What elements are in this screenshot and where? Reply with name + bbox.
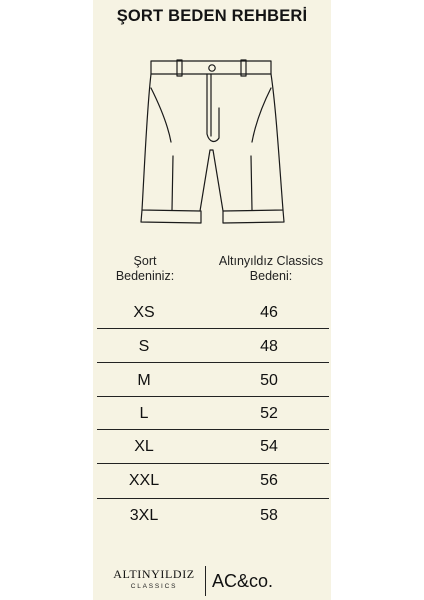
size-guide-panel xyxy=(93,0,331,600)
row-size: 3XL xyxy=(129,507,159,524)
row-size: M xyxy=(137,372,151,389)
row-size: L xyxy=(139,405,149,422)
row-value: 52 xyxy=(260,405,278,422)
table-row xyxy=(93,430,331,463)
table-row xyxy=(93,397,331,430)
logo-divider xyxy=(205,566,206,596)
row-value: 48 xyxy=(260,338,278,355)
header-brand-size-line1: Altınyıldız Classics xyxy=(218,254,324,268)
page-title: ŞORT BEDEN REHBERİ xyxy=(116,7,308,25)
row-size: S xyxy=(138,338,150,355)
table-row xyxy=(93,296,331,329)
row-divider xyxy=(97,328,329,329)
header-brand-size xyxy=(211,254,331,284)
altinyildiz-logo xyxy=(111,567,197,590)
row-divider xyxy=(97,362,329,363)
shorts-illustration xyxy=(131,38,293,238)
row-size: XXL xyxy=(128,472,160,489)
row-value: 56 xyxy=(260,472,278,489)
header-short-size-line1: Şort xyxy=(133,254,157,268)
row-value: 58 xyxy=(260,507,278,524)
acco-logo: AC&co. xyxy=(212,571,274,591)
header-brand-size-line2: Bedeni: xyxy=(249,269,293,283)
table-row xyxy=(93,330,331,363)
row-value: 50 xyxy=(260,372,278,389)
table-row xyxy=(93,364,331,397)
header-short-size xyxy=(107,254,183,284)
header-short-size-line2: Bedeniniz: xyxy=(115,269,175,283)
row-size: XS xyxy=(133,304,155,321)
altinyildiz-logo-sub: CLASSICS xyxy=(130,583,178,590)
row-size: XL xyxy=(134,438,154,455)
altinyildiz-logo-name: ALTINYILDIZ xyxy=(113,567,195,581)
table-row xyxy=(93,499,331,532)
table-row xyxy=(93,464,331,497)
row-value: 46 xyxy=(260,304,278,321)
row-value: 54 xyxy=(260,438,278,455)
